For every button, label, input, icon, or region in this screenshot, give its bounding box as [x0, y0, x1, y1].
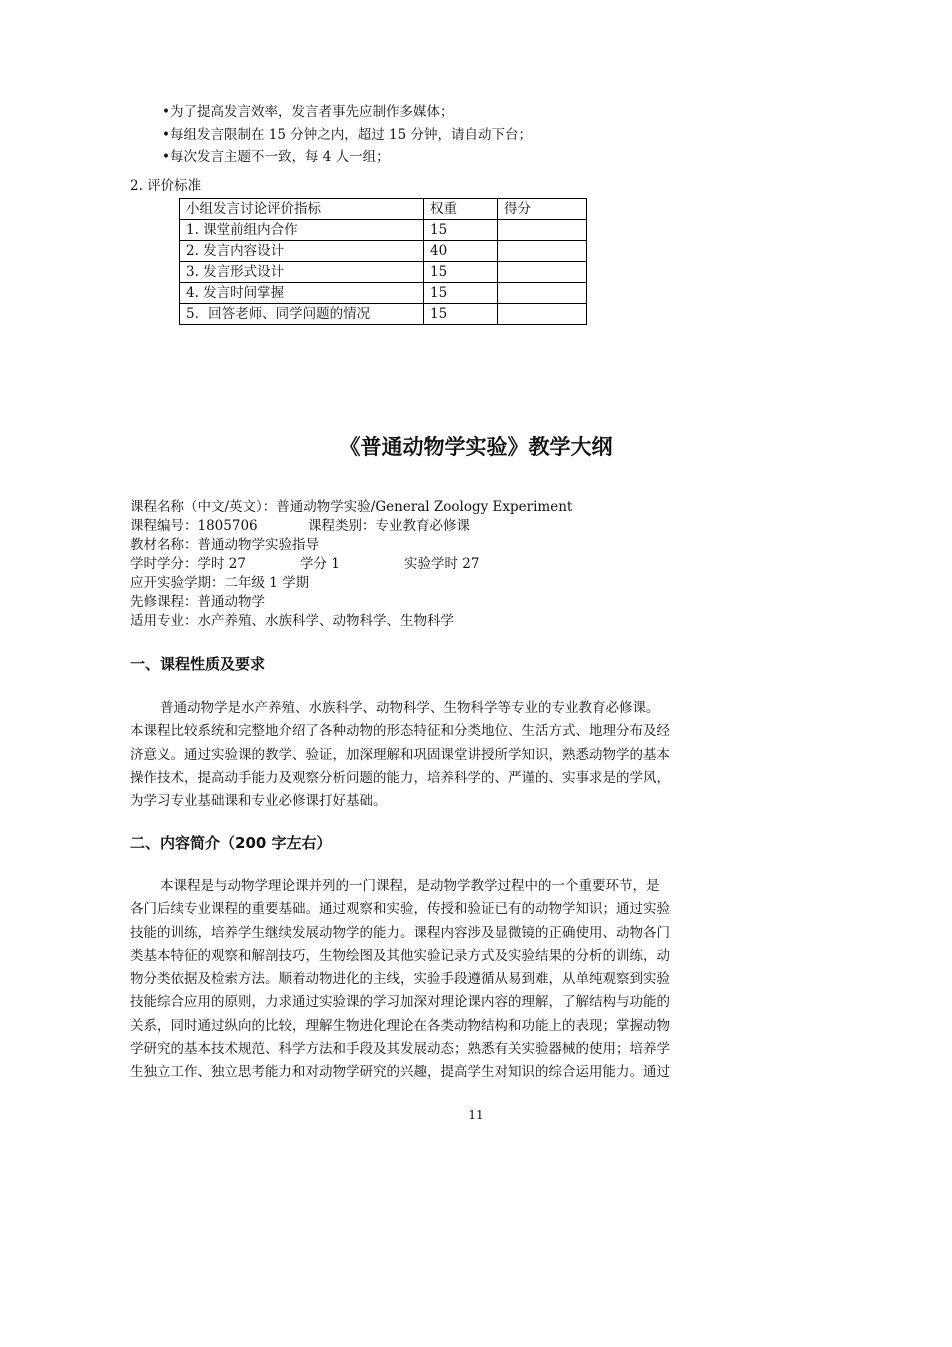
course-name: 课程名称（中文/英文）：普通动物学实验/General Zoology Experiment	[130, 499, 573, 515]
paragraph-line: 各门后续专业课程的重要基础。通过观察和实验，传授和验证已有的动物学知识；通过实验	[130, 901, 670, 918]
page-number: 11	[468, 1108, 484, 1122]
bullet-item: •每次发言主题不一致，每 4 人一组；	[162, 149, 390, 165]
paragraph-line: 关系，同时通过纵向的比较，理解生物进化理论在各类动物结构和功能上的表现；掌握动物	[130, 1017, 670, 1034]
paragraph-line: 普通动物学是水产养殖、水族科学、动物科学、生物科学等专业的专业教育必修课。	[160, 700, 660, 716]
table-cell: 40	[424, 241, 498, 262]
table-row	[180, 304, 587, 325]
table-cell: 2. 发言内容设计	[180, 241, 424, 262]
eval-section-title: 2. 评价标准	[130, 178, 202, 194]
course-hours: 学时学分：学时 27	[130, 556, 246, 572]
table-row	[180, 283, 587, 304]
paragraph-line: 类基本特征的观察和解剖技巧，生物绘图及其他实验记录方式及实验结果的分析的训练，动	[130, 947, 670, 964]
table-cell: 4. 发言时间掌握	[180, 283, 424, 304]
section2-paragraph	[130, 875, 720, 1085]
paragraph-line: 为学习专业基础课和专业必修课打好基础。	[130, 793, 387, 810]
document-title: 《普通动物学实验》教学大纲	[339, 435, 613, 459]
paragraph-line: 学研究的基本技术规范、科学方法和手段及其发展动态；熟悉有关实验器械的使用；培养学	[130, 1041, 670, 1058]
eval-table	[179, 198, 587, 325]
course-lab-hours: 实验学时 27	[404, 556, 480, 572]
section2-heading: 二、内容简介（200 字左右）	[130, 834, 332, 852]
section1-heading: 一、课程性质及要求	[130, 655, 266, 673]
paragraph-line: 技能的训练，培养学生继续发展动物学的能力。课程内容涉及显微镜的正确使用、动物各门	[130, 924, 670, 941]
table-cell	[498, 241, 587, 262]
paragraph-line: 物分类依据及检索方法。顺着动物进化的主线，实验手段遵循从易到难，从单纯观察到实验	[130, 971, 670, 988]
bullet-list	[162, 101, 532, 169]
course-category: 课程类别：专业教育必修课	[308, 518, 470, 534]
course-code: 课程编号：1805706	[130, 518, 258, 534]
table-cell: 15	[424, 283, 498, 304]
course-credits: 学分 1	[300, 556, 340, 572]
table-cell: 15	[424, 304, 498, 325]
table-cell	[498, 304, 587, 325]
table-row	[180, 241, 587, 262]
course-semester: 应开实验学期：二年级 1 学期	[130, 575, 310, 591]
table-row	[180, 262, 587, 283]
table-header-cell: 小组发言讨论评价指标	[180, 199, 424, 220]
table-cell	[498, 262, 587, 283]
table-header-row	[180, 199, 587, 220]
course-majors: 适用专业：水产养殖、水族科学、动物科学、生物科学	[130, 613, 454, 629]
table-cell	[498, 220, 587, 241]
paragraph-line: 技能综合应用的原则，力求通过实验课的学习加深对理论课内容的理解，了解结构与功能的	[130, 994, 670, 1011]
paragraph-line: 操作技术，提高动手能力及观察分析问题的能力，培养科学的、严谨的、实事求是的学风，	[130, 769, 670, 786]
paragraph-line: 本课程比较系统和完整地介绍了各种动物的形态特征和分类地位、生活方式、地理分布及经	[130, 723, 670, 740]
table-cell: 3. 发言形式设计	[180, 262, 424, 283]
course-textbook: 教材名称：普通动物学实验指导	[130, 537, 319, 553]
course-prerequisite: 先修课程：普通动物学	[130, 594, 265, 610]
paragraph-line: 济意义。通过实验课的教学、验证，加深理解和巩固课堂讲授所学知识，熟悉动物学的基本	[130, 746, 670, 763]
paragraph-line: 本课程是与动物学理论课并列的一门课程，是动物学教学过程中的一个重要环节，是	[160, 878, 660, 894]
table-header-cell: 权重	[424, 199, 498, 220]
table-cell: 15	[424, 262, 498, 283]
paragraph-line: 生独立工作、独立思考能力和对动物学研究的兴趣，提高学生对知识的综合运用能力。通过	[130, 1064, 670, 1081]
table-cell	[498, 283, 587, 304]
table-cell: 1. 课堂前组内合作	[180, 220, 424, 241]
table-header-cell: 得分	[498, 199, 587, 220]
section1-paragraph	[130, 697, 720, 813]
bullet-item: •为了提高发言效率，发言者事先应制作多媒体；	[162, 104, 454, 120]
table-cell: 5．回答老师、同学问题的情况	[180, 304, 424, 325]
table-row	[180, 220, 587, 241]
bullet-item: •每组发言限制在 15 分钟之内，超过 15 分钟，请自动下台；	[162, 126, 532, 143]
table-cell: 15	[424, 220, 498, 241]
